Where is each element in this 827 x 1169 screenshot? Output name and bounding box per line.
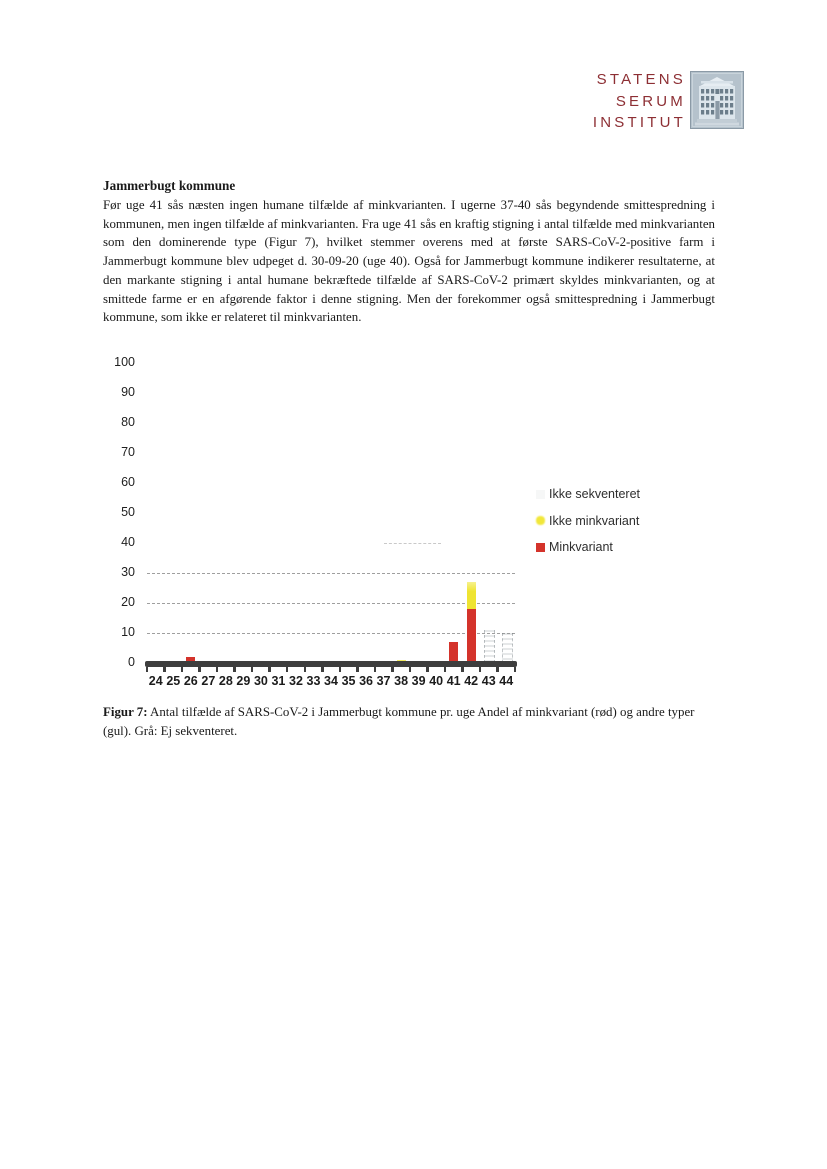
axis-tick — [304, 667, 307, 672]
y-axis-label: 100 — [114, 355, 135, 369]
legend-swatch-minkvariant — [536, 543, 545, 552]
logo-line-1: STATENS — [596, 71, 686, 88]
axis-tick — [198, 667, 201, 672]
axis-tick — [216, 667, 219, 672]
x-axis-label-week-33: 33 — [306, 674, 321, 688]
x-axis-label-week-44: 44 — [499, 674, 514, 688]
y-axis-label: 20 — [121, 595, 135, 609]
x-axis-label-week-41: 41 — [446, 674, 461, 688]
axis-tick — [391, 667, 394, 672]
x-axis-label-week-26: 26 — [183, 674, 198, 688]
section-heading: Jammerbugt kommune — [103, 178, 236, 193]
x-axis-label-week-24: 24 — [148, 674, 163, 688]
gridline-20 — [147, 603, 515, 604]
axis-tick — [251, 667, 254, 672]
logo-line-3: INSTITUT — [592, 114, 686, 131]
legend-item — [536, 511, 640, 531]
chart-legend — [536, 484, 640, 564]
axis-tick — [426, 667, 429, 672]
axis-tick — [461, 667, 464, 672]
axis-tick — [356, 667, 359, 672]
x-axis-label-week-29: 29 — [236, 674, 251, 688]
x-axis-line — [145, 661, 517, 667]
y-axis-label: 70 — [121, 445, 135, 459]
figure-caption-label: Figur 7: — [103, 705, 148, 719]
x-axis-label-week-39: 39 — [411, 674, 426, 688]
x-axis-label-week-40: 40 — [429, 674, 444, 688]
x-axis-label-week-37: 37 — [376, 674, 391, 688]
x-axis-label-week-42: 42 — [464, 674, 479, 688]
y-axis-label: 10 — [121, 625, 135, 639]
x-axis-label-week-31: 31 — [271, 674, 286, 688]
legend-swatch-ikke-minkvariant — [536, 516, 545, 525]
legend-label: Ikke minkvariant — [549, 513, 640, 528]
axis-tick — [496, 667, 499, 672]
axis-tick — [339, 667, 342, 672]
axis-tick — [514, 667, 517, 672]
axis-tick — [233, 667, 236, 672]
y-axis-label: 60 — [121, 475, 135, 489]
x-axis-label-week-34: 34 — [324, 674, 338, 688]
x-axis-label-week-32: 32 — [289, 674, 303, 688]
y-axis-label: 50 — [121, 505, 135, 519]
y-axis-label: 0 — [128, 655, 135, 669]
legend-label: Ikke sekventeret — [549, 487, 641, 501]
legend-item — [536, 537, 640, 557]
x-axis-label-week-38: 38 — [394, 674, 409, 688]
gridline-10 — [147, 633, 515, 634]
axis-tick — [479, 667, 482, 672]
gridline-30 — [147, 573, 515, 574]
bar-ikke_minkvariant-week-38 — [397, 660, 406, 663]
y-axis-label: 90 — [121, 385, 135, 399]
y-axis-label: 30 — [121, 565, 135, 579]
bar-ikke_sekventeret-week-43 — [484, 630, 495, 663]
axis-tick — [163, 667, 166, 672]
logo-line-2: SERUM — [615, 92, 686, 110]
x-axis-label-week-36: 36 — [359, 674, 373, 688]
axis-tick — [409, 667, 412, 672]
y-axis-label: 40 — [121, 535, 135, 549]
axis-tick — [374, 667, 377, 672]
bar-minkvariant-week-26 — [186, 657, 195, 663]
axis-tick — [286, 667, 289, 672]
bar-minkvariant-week-41 — [449, 642, 458, 663]
ssi-building-logo-icon — [690, 71, 744, 129]
axis-tick — [444, 667, 447, 672]
bar-ikke_minkvariant-week-42 — [467, 582, 476, 609]
bar-minkvariant-week-42 — [467, 609, 476, 663]
x-axis-label-week-25: 25 — [166, 674, 181, 688]
axis-tick — [181, 667, 184, 672]
x-axis-label-week-27: 27 — [201, 674, 216, 688]
figure-caption — [103, 703, 717, 741]
ssi-logo-text — [593, 69, 686, 134]
x-axis-label-week-28: 28 — [218, 674, 233, 688]
legend-label: Minkvariant — [549, 540, 613, 554]
body-paragraph: Før uge 41 sås næsten ingen humane tilfælde af minkvarianten. I ugerne 37-40 sås begyndende smittespredning i kommunen, men ingen tilfælde af minkvarianten. Fra uge 41 sås en kraftig stigning i antal tilfælde med minkvarianten som den dominerende type (Figur 7), hvilket stemmer overens med at første SARS-CoV-2-positive farm i Jammerbugt kommune blev udpeget d. 30-09-20 (uge 40). Også for Jammerbugt kommune indikerer resultaterne, at den markante stigning i antal humane bekræftede tilfælde af SARS-CoV-2 primært skyldes minkvarianten, og at smittede farme er en afgørende faktor i denne stigning. Men der forekommer også smittespredning i Jammerbugt kommune, som ikke er relateret til minkvarianten. — [103, 198, 715, 325]
gridline-40 — [384, 543, 442, 544]
bar-ikke_sekventeret-week-44 — [502, 633, 513, 663]
x-axis-label-week-30: 30 — [253, 674, 268, 688]
legend-swatch-ikke-sekventeret — [536, 490, 545, 499]
legend-item — [536, 484, 640, 504]
figure-caption-text: Antal tilfælde af SARS-CoV-2 i Jammerbugt kommune pr. uge Andel af minkvariant (rød) og andre typer (gul). Grå: Ej sekventeret. — [103, 705, 695, 738]
x-axis-label-week-35: 35 — [341, 674, 356, 688]
y-axis-label: 80 — [121, 415, 135, 429]
axis-tick — [268, 667, 271, 672]
axis-tick — [146, 667, 149, 672]
x-axis-label-week-43: 43 — [481, 674, 496, 688]
axis-tick — [321, 667, 324, 672]
